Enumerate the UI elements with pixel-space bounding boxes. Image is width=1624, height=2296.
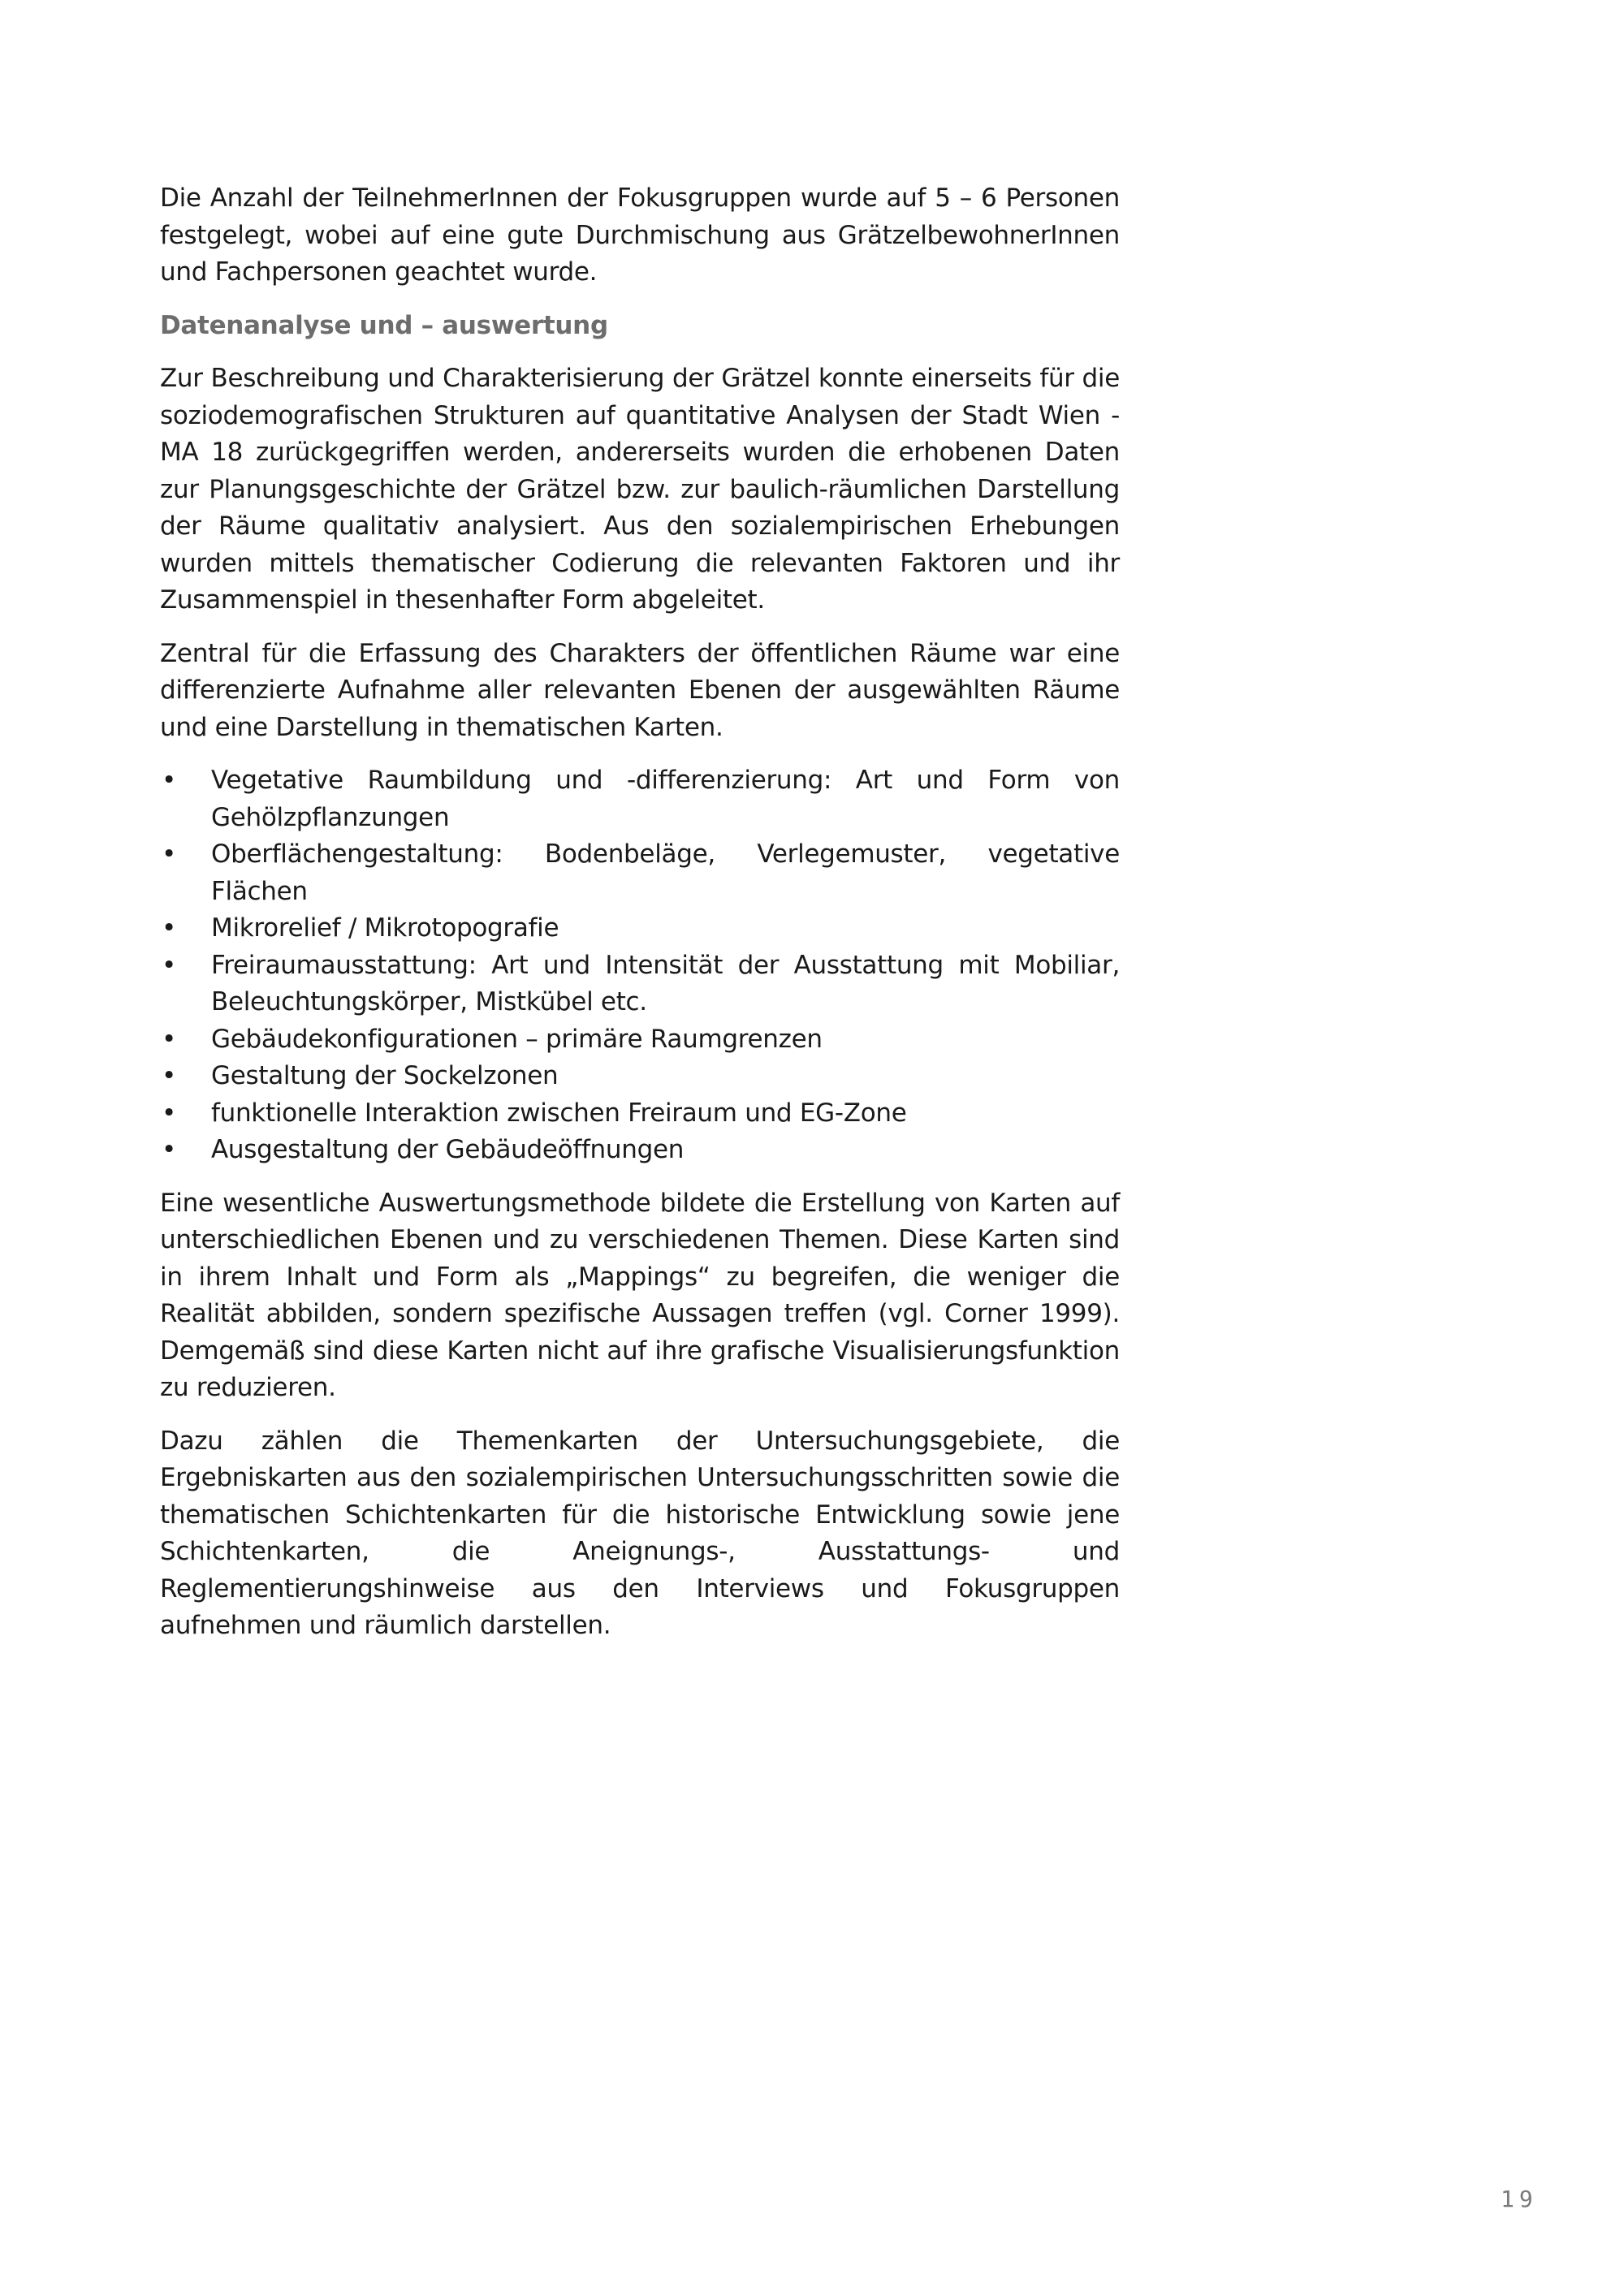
list-item bbox=[160, 947, 1120, 1021]
bullet-marker: • bbox=[162, 950, 176, 980]
paragraph-map-types: Dazu zählen die Themenkarten der Untersuchungsgebiete, die Ergebniskarten aus den sozialempirischen Untersuchungsschritten sowie die thematischen Schichtenkarten für die historische Entwicklung sowie jene Schichtenkarten, die Aneignungs-, Ausstattungs- und Reglementierungshinweise aus den Interviews und Fokusgruppen aufnehmen und räumlich darstellen. bbox=[160, 1426, 1120, 1640]
list-item bbox=[160, 836, 1120, 910]
list-item bbox=[160, 1132, 1120, 1169]
bullet-marker: • bbox=[162, 766, 176, 795]
section-heading: Datenanalyse und – auswertung bbox=[160, 310, 608, 340]
list-item bbox=[160, 910, 1120, 947]
list-item bbox=[160, 762, 1120, 836]
list-item-text: funktionelle Interaktion zwischen Freiraum und EG-Zone bbox=[211, 1098, 907, 1128]
list-item-text: Gebäudekonfigurationen – primäre Raumgrenzen bbox=[211, 1024, 823, 1054]
list-item-text: Ausgestaltung der Gebäudeöffnungen bbox=[211, 1135, 685, 1164]
paragraph-participants: Die Anzahl der TeilnehmerInnen der Fokusgruppen wurde auf 5 – 6 Personen festgelegt, wobei auf eine gute Durchmischung aus GrätzelbewohnerInnen und Fachpersonen geachtet wurde. bbox=[160, 183, 1120, 287]
list-item bbox=[160, 1021, 1120, 1059]
page-content bbox=[160, 180, 1120, 1661]
paragraph-description: Zur Beschreibung und Charakterisierung der Grätzel konnte einerseits für die soziodemografischen Strukturen auf quantitative Analysen der Stadt Wien - MA 18 zurückgegriffen werden, andererseits wurden die erhobenen Daten zur Planungsgeschichte der Grätzel bzw. zur baulich-räumlichen Darstellung der Räume qualitativ analysiert. Aus den sozialempirischen Erhebungen wurden mittels thematischer Codierung die relevanten Faktoren und ihr Zusammenspiel in thesenhafter Form abgeleitet. bbox=[160, 364, 1120, 615]
bullet-marker: • bbox=[162, 1024, 176, 1054]
paragraph-mapping-method: Eine wesentliche Auswertungsmethode bildete die Erstellung von Karten auf unterschiedlichen Ebenen und zu verschiedenen Themen. Diese Karten sind in ihrem Inhalt und Form als „Mappings“ zu begreifen, die weniger die Realität abbilden, sondern spezifische Aussagen treffen (vgl. Corner 1999). Demgemäß sind diese Karten nicht auf ihre grafische Visualisierungsfunktion zu reduzieren. bbox=[160, 1188, 1120, 1402]
bullet-marker: • bbox=[162, 1098, 176, 1128]
list-item-text: Freiraumausstattung: Art und Intensität der Ausstattung mit Mobiliar, Beleuchtungskörper, Mistkübel etc. bbox=[211, 950, 1120, 1016]
bullet-marker: • bbox=[162, 913, 176, 943]
list-item-text: Gestaltung der Sockelzonen bbox=[211, 1061, 559, 1090]
bullet-list bbox=[160, 762, 1120, 1169]
list-item bbox=[160, 1095, 1120, 1133]
list-item-text: Mikrorelief / Mikrotopografie bbox=[211, 913, 559, 943]
list-item-text: Vegetative Raumbildung und -differenzierung: Art und Form von Gehölzpflanzungen bbox=[211, 766, 1120, 832]
paragraph-character: Zentral für die Erfassung des Charakters der öffentlichen Räume war eine differenzierte Aufnahme aller relevanten Ebenen der ausgewählten Räume und eine Darstellung in thematischen Karten. bbox=[160, 638, 1120, 742]
bullet-marker: • bbox=[162, 839, 176, 869]
list-item bbox=[160, 1058, 1120, 1095]
page-number: 19 bbox=[1501, 2186, 1538, 2212]
list-item-text: Oberflächengestaltung: Bodenbeläge, Verlegemuster, vegetative Flächen bbox=[211, 839, 1120, 906]
bullet-marker: • bbox=[162, 1135, 176, 1164]
bullet-marker: • bbox=[162, 1061, 176, 1090]
